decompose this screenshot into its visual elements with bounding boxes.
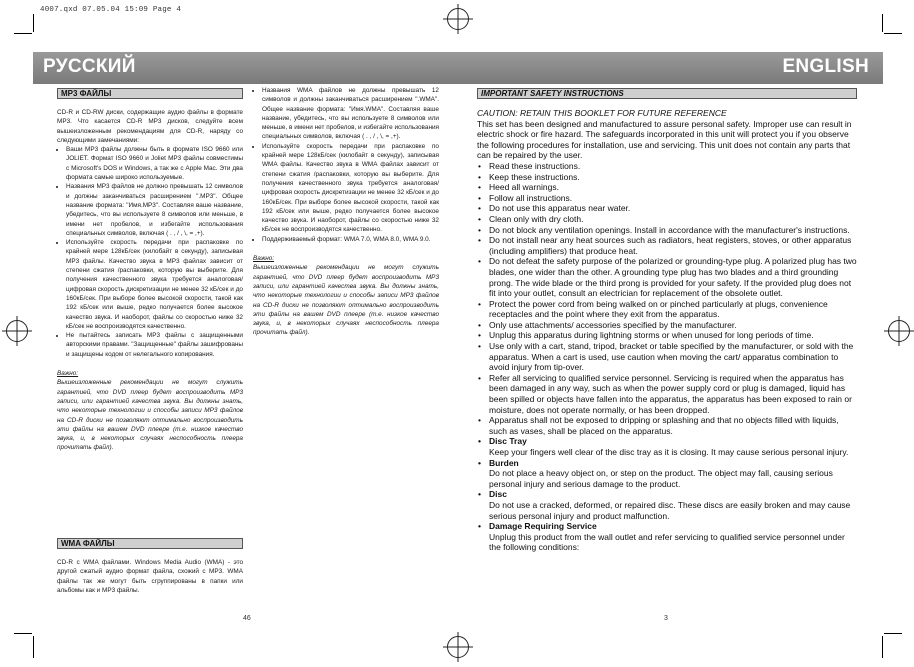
- list-item: • Heed all warnings.: [489, 182, 857, 193]
- list-item: • Do not use this apparatus near water.: [489, 203, 857, 214]
- ru-column-right: [253, 86, 439, 338]
- list-item: • Apparatus shall not be exposed to dripping or splashing and that no objects filled with liquids, such as vases, shall be placed on the apparatus.: [489, 415, 857, 436]
- safety-intro: This set has been designed and manufactured to assure personal safety. Improper use can result in electric shock or fire hazard. The safeguards incorporated in this unit will protect you if you observe the following procedures for installation, use and servicing. This unit does not contain any parts that can be repaired by the user.: [477, 118, 852, 161]
- list-item: • Do not block any ventilation openings. Install in accordance with the manufacturer's instructions.: [489, 225, 857, 236]
- ru-column-left: [57, 108, 243, 453]
- list-item: • Refer all servicing to qualified service personnel. Servicing is required when the apparatus has been damaged in any way, such as when the power supply cord or plug is damaged, liquid has been spilled or objects have fallen into the apparatus, the apparatus has been exposed to rain or moisture, does not operate normally, or has been dropped.: [489, 373, 857, 415]
- english-title: ENGLISH: [782, 56, 869, 77]
- list-item: • Названия MP3 файлов не должно превышать 12 символов и должны заканчиваться расширением ".MP3". Общее название формата: "Имя.MP3". Составляя ваше название, убедитесь, что вы используете 8 символов или меньше, в имени нет пробелов, и избегайте использования специальных символов, включая ( . , / , \, = ,+).: [66, 182, 243, 238]
- list-item: • Do not install near any heat sources such as radiators, heat registers, stoves, or other apparatus (including amplifiers) that produce heat.: [489, 235, 857, 256]
- en-column: [477, 108, 857, 553]
- crop-mark: [884, 33, 902, 34]
- mp3-note: Вышеизложенные рекомендации не могут служить гарантией, что DVD плеер будет воспроизводить MP3 записи, или гарантией качества звука. Вы должны знать, что некоторые технологии и способы записи MP3 файлов на CD-R диски не позволяют оптимально воспроизводить эти файлы на вашем DVD плеере (т.е. низкое качество звука, и, в некоторых случаях неспособность плеера прочитать файл).: [57, 379, 243, 452]
- list-item: • Используйте скорость передачи при распаковке по крайней мере 128кБ/сек (килобайт в секунду), записывая MP3 файлы. Качество звука в MP3 файлах зависит от степени сжатия /распаковки, которую вы выберите. Для получения качественного звука требуется аналоговая/цифровая скорость дискретизации не менее 32 кБ/сек и до 160кБ/сек. При выборе более высокой скорости, такой как 192 кБ/сек или выше, редко получается более высокое качество звука. И наоборот, файлы со скоростью ниже 32 кБ/сек не воспроизводятся качественно.: [66, 238, 243, 331]
- list-item: • Keep these instructions.: [489, 172, 857, 183]
- list-item: • Не пытайтесь записать MP3 файлы с защищенными авторскими правами. "Защищенные" файлы зашифрованы и защищены кодом от нелегального копирования.: [66, 331, 243, 359]
- list-item: • Поддерживаемый формат: WMA 7.0, WMA 8.0, WMA 9.0.: [262, 235, 439, 244]
- list-item: • Follow all instructions.: [489, 193, 857, 204]
- damage-title: • Damage Requiring Service: [489, 521, 857, 532]
- burden-text: Do not place a heavy object on, or step on the product. The object may fall, causing serious personal injury and serious damage to the product.: [489, 468, 833, 489]
- list-item: • Названия WMA файлов не должны превышать 12 символов и должны заканчиваться расширением ".WMA". Общее название формата: "Имя.WMA". Составляя ваше название, убедитесь, что вы используете 8 символов или меньше, в имени нет пробелов, и избегайте использования специальных символов, включая ( . , / , \, = ,+).: [262, 86, 439, 142]
- disc-title: • Disc: [489, 489, 857, 500]
- registration-mark-icon: [447, 8, 469, 30]
- safety-list: [477, 161, 857, 447]
- list-item: • Ваши MP3 файлы должны быть в формате ISO 9660 или JOLIET. Формат ISO 9660 и Joliet MP3 файлы совместимы с Microsoft's DOS и Windows, а так же с Apple Mac. Эти два формата самые широко используемые.: [66, 145, 243, 182]
- crop-mark: [882, 636, 883, 658]
- mp3-note-heading: Важно:: [57, 370, 79, 378]
- wma-intro-block: [57, 558, 243, 595]
- wma-note-heading: Важно:: [253, 255, 275, 263]
- safety-list-burden: [477, 458, 857, 469]
- disc-tray-text: Keep your fingers well clear of the disc tray as it is closing. It may cause serious personal injury.: [489, 447, 849, 457]
- disc-tray-title: • Disc Tray: [489, 436, 857, 447]
- safety-heading-text: IMPORTANT SAFETY INSTRUCTIONS: [481, 89, 624, 98]
- safety-list-damage: [477, 521, 857, 532]
- caution-line: CAUTION: RETAIN THIS BOOKLET FOR FUTURE REFERENCE: [477, 108, 727, 118]
- registration-mark-icon: [447, 636, 469, 658]
- list-item: • Read these instructions.: [489, 161, 857, 172]
- list-item: • Protect the power cord from being walked on or pinched particularly at plugs, convenience receptacles and the point where they exit from the apparatus.: [489, 299, 857, 320]
- crop-mark: [882, 14, 883, 32]
- crop-mark: [14, 33, 32, 34]
- wma-list: [253, 86, 439, 244]
- registration-mark-icon: [6, 320, 28, 342]
- list-item: • Use only with a cart, stand, tripod, bracket or table specified by the manufacturer, or sold with the apparatus. When a cart is used, use caution when moving the cart/ apparatus combination to avoid injury from tip-over.: [489, 341, 857, 373]
- crop-mark: [14, 633, 32, 634]
- burden-title: • Burden: [489, 458, 857, 469]
- list-item: • Unplug this apparatus during lightning storms or when unused for long periods of time.: [489, 330, 857, 341]
- damage-text: Unplug this product from the wall outlet and refer servicing to qualified service personnel under the following conditions:: [489, 531, 845, 553]
- safety-heading: [477, 88, 857, 99]
- page-number-right: 3: [664, 615, 668, 622]
- safety-list-disc: [477, 489, 857, 500]
- language-banner: [33, 52, 883, 84]
- wma-intro: CD-R с WMA файлами. Windows Media Audio (WMA) - это другой сжатый аудио формат файла, схожий с MP3. WMA файлы так же могут быть сгруппированы в папки или альбомы как и MP3 файлы.: [57, 559, 243, 594]
- list-item: • Only use attachments/ accessories specified by the manufacturer.: [489, 320, 857, 331]
- disc-text: Do not use a cracked, deformed, or repaired disc. These discs are easily broken and may cause serious personal injury and product malfunction.: [489, 499, 851, 521]
- mp3-list: [57, 145, 243, 359]
- wma-section-heading: WMA ФАЙЛЫ: [57, 538, 243, 549]
- crop-mark: [884, 633, 902, 634]
- print-slug: 4007.qxd 07.05.04 15:09 Page 4: [40, 6, 182, 14]
- page-number-left: 46: [243, 615, 251, 622]
- registration-mark-icon: [888, 320, 910, 342]
- crop-mark: [33, 636, 34, 658]
- mp3-section-heading: MP3 ФАЙЛЫ: [57, 88, 243, 99]
- russian-title: РУССКИЙ: [43, 56, 136, 77]
- list-item: • Используйте скорость передачи при распаковке по крайней мере 128кБ/сек (килобайт в секунду), записывая WMA файлы. Качество звука в WMA файлах зависит от степени сжатия /распаковки, которую вы выберите. Для получения качественного звука требуется аналоговая/цифровая скорость дискретизации не менее 32 кБ/сек и до 160кБ/сек. При выборе более высокой скорости, такой как 192 кБ/сек или выше, редко получается более высокое качество звука. И наоборот, файлы со скоростью ниже 32 кБ/сек не воспроизводятся качественно.: [262, 142, 439, 235]
- list-item: • Clean only with dry cloth.: [489, 214, 857, 225]
- mp3-intro: CD-R и CD-RW диски, содержащие аудио файлы в формате MP3. Что касается CD-R MP3 дисков, следуйте всем вышеизложенным рекомендациям для CD-R, наряду со следующими замечаниями:: [57, 109, 243, 144]
- wma-note: Вышеизложенные рекомендации не могут служить гарантией, что DVD плеер будет воспроизводить MP3 записи, или гарантией качества звука. Вы должны знать, что некоторые технологии и способы записи MP3 файлов на CD-R диски не позволяют оптимально воспроизводить эти файлы на вашем DVD плеере (т.е. низкое качество звука, и, в некоторых случаях неспособность плеера прочитать файл).: [253, 264, 439, 337]
- list-item: • Do not defeat the safety purpose of the polarized or grounding-type plug. A polarized plug has two blades, one wider than the other. A grounding type plug has two blades and a third grounding prong. The wide blade or the third prong is provided for your safety. If the provided plug does not fit into your outlet, consult an electrician for replacement of the obsolete outlet.: [489, 256, 857, 298]
- crop-mark: [33, 14, 34, 32]
